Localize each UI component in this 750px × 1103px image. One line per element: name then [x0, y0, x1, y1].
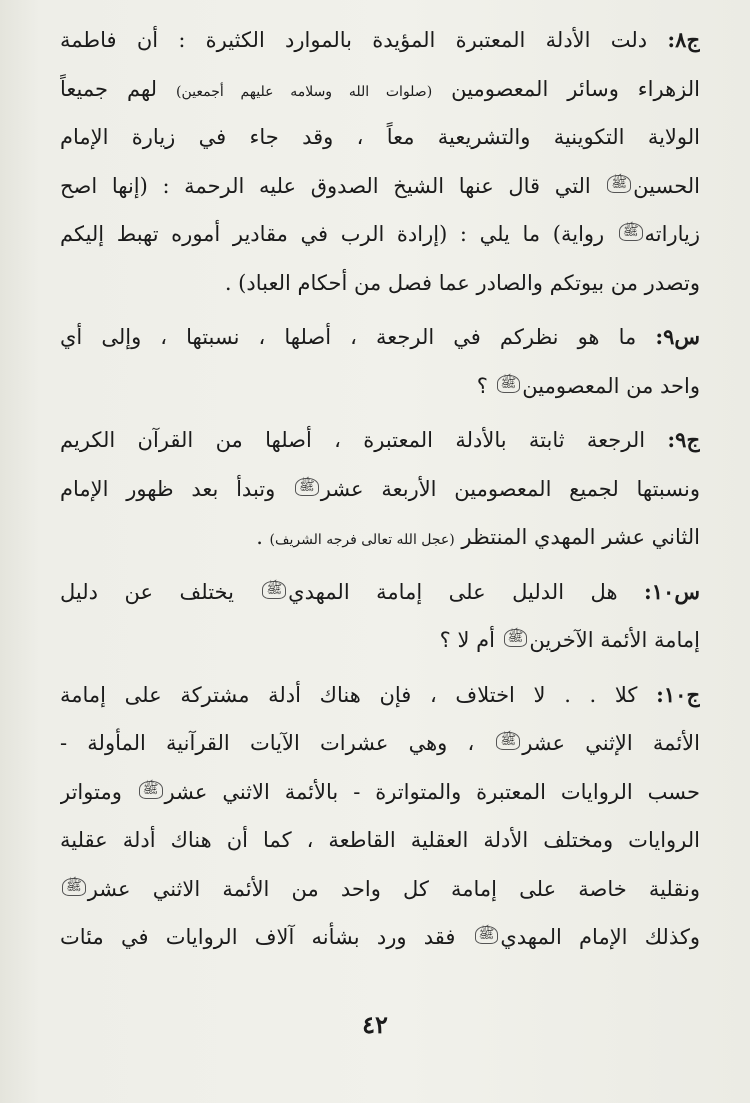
text-line-8: واحد من المعصومينﷺ ؟ — [476, 373, 700, 398]
honorific-seal-icon: ﷺ — [504, 629, 528, 647]
text-line-3: الولاية التكوينية والتشريعية معاً ، وقد جاء في زيارة الإمام — [60, 125, 700, 149]
text-line-7: س٩: ما هو نظركم في الرجعة ، أصلها ، نسبتها ، وإلى أي — [60, 324, 700, 349]
text-line-5: زياراتهﷺ رواية) ما يلي : (إرادة الرب في مقادير أموره تهبط إليكم — [60, 222, 700, 246]
text-line-2: الزهراء وسائر المعصومين (صلوات الله وسلامه عليهم أجمعين) لهم جميعاً — [60, 76, 700, 101]
text-line-12: س١٠: هل الدليل على إمامة المهديﷺ يختلف عن دليل — [60, 578, 700, 604]
text-line-16: حسب الروايات المعتبرة والمتواترة - بالأئمة الاثني عشرﷺ ومتواتر — [60, 779, 700, 804]
honorific-seal-icon: ﷺ — [62, 878, 86, 896]
text-line-4: الحسينﷺ التي قال عنها الشيخ الصدوق عليه الرحمة : (إنها اصح — [60, 173, 700, 198]
question-label: س١٠: — [644, 578, 700, 604]
salutation-note: (صلوات الله وسلامه عليهم أجمعين) — [176, 83, 433, 100]
honorific-seal-icon: ﷺ — [295, 478, 319, 496]
text-line-18: ونقلية خاصة على إمامة كل واحد من الأئمة الاثني عشرﷺ — [60, 865, 700, 914]
salutation-note: (عجل الله تعالى فرجه الشريف) — [269, 532, 455, 548]
honorific-seal-icon: ﷺ — [496, 732, 520, 750]
answer-label: ج٩: — [667, 427, 700, 452]
question-label: ج٨: — [667, 27, 700, 52]
honorific-seal-icon: ﷺ — [475, 926, 499, 944]
text-line-10: ونسبتها لجميع المعصومين الأربعة عشرﷺ وتبدأ بعد ظهور الإمام — [60, 476, 700, 501]
text-body — [60, 16, 700, 962]
text-line-19: وكذلك الإمام المهديﷺ فقد ورد بشأنه آلاف الروايات في مئات — [60, 925, 700, 949]
text-line-6: وتصدر من بيوتكم والصادر عما فصل من أحكام العباد) . — [224, 270, 700, 295]
honorific-seal-icon: ﷺ — [607, 175, 631, 193]
text-line-1: ج٨: دلت الأدلة المعتبرة المؤيدة بالموارد الكثيرة : أن فاطمة — [60, 27, 700, 52]
text-line-13: إمامة الأئمة الآخرينﷺ أم لا ؟ — [439, 628, 700, 652]
text-line-11: الثاني عشر المهدي المنتظر (عجل الله تعالى فرجه الشريف) . — [256, 525, 700, 549]
honorific-seal-icon: ﷺ — [139, 781, 163, 799]
honorific-seal-icon: ﷺ — [619, 223, 643, 241]
answer-label: ج١٠: — [656, 681, 700, 707]
page-number: ٤٢ — [362, 1010, 388, 1039]
question-label: س٩: — [655, 324, 700, 349]
honorific-seal-icon: ﷺ — [262, 581, 286, 599]
text-line-14: ج١٠: كلا . . لا اختلاف ، فإن هناك أدلة مشتركة على إمامة — [60, 681, 700, 707]
text-line-15: الأئمة الإثني عشرﷺ ، وهي عشرات الآيات القرآنية المأولة - — [60, 731, 700, 755]
text-line-17: الروايات ومختلف الأدلة العقلية القاطعة ، كما أن هناك أدلة عقلية — [60, 828, 700, 852]
text-line-9: ج٩: الرجعة ثابتة بالأدلة المعتبرة ، أصلها من القرآن الكريم — [60, 427, 700, 452]
honorific-seal-icon: ﷺ — [497, 375, 521, 393]
